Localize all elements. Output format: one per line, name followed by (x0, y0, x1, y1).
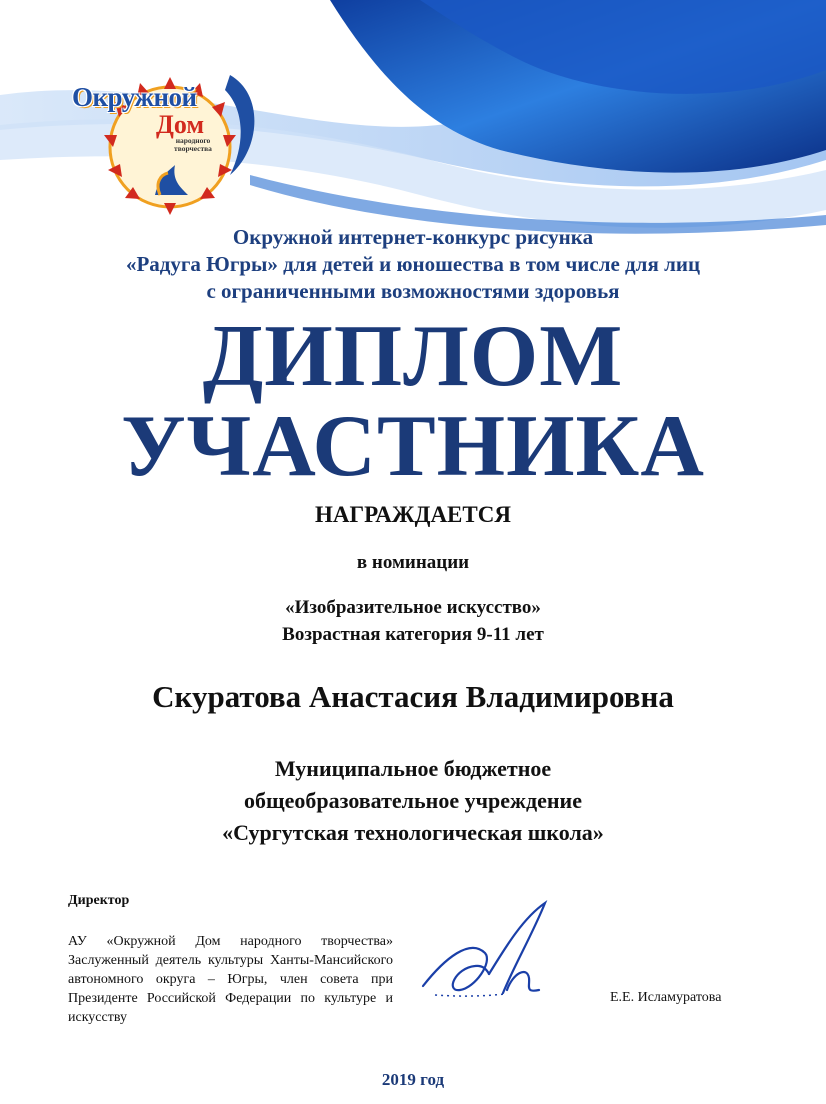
diploma-title-line2: УЧАСТНИКА (121, 398, 705, 495)
organization-line2: общеобразовательное учреждение (244, 788, 582, 813)
organization-line1: Муниципальное бюджетное (274, 756, 552, 781)
logo-text-line2: Дом (156, 110, 205, 139)
contest-heading (0, 224, 826, 305)
signature-image (415, 898, 555, 1008)
organization-line3: «Сургутская технологическая школа» (222, 820, 604, 845)
contest-heading-line1: Окружной интернет-конкурс рисунка (232, 225, 594, 249)
director-description: АУ «Окружной Дом народного творчества» Заслуженный деятель культуры Ханты-Мансийского автономного округа – Югры, член совета при Президенте Российской Федерации по культуре и искусству (68, 934, 393, 1025)
age-category: Возрастная категория 9-11 лет (282, 624, 544, 645)
nomination-block (0, 594, 826, 648)
director-title: Директор (68, 893, 130, 908)
contest-heading-line3: с ограниченными возможностями здоровья (206, 279, 620, 303)
recipient-name: Скуратова Анастасия Владимировна (152, 679, 674, 714)
year-label: 2019 год (381, 1070, 445, 1089)
logo-text-line3: народного творчества (174, 136, 212, 153)
organization-block (0, 753, 826, 849)
logo-text-line1: Окружной (72, 82, 197, 112)
nomination-label: в номинации (356, 552, 470, 573)
nomination-name: «Изобразительное искусство» (285, 597, 541, 618)
contest-heading-line2: «Радуга Югры» для детей и юношества в том числе для лиц (125, 252, 701, 276)
diploma-title-line1: ДИПЛОМ (202, 308, 624, 405)
awarded-label: НАГРАЖДАЕТСЯ (315, 502, 511, 527)
signer-name: Е.Е. Исламуратова (610, 990, 722, 1005)
